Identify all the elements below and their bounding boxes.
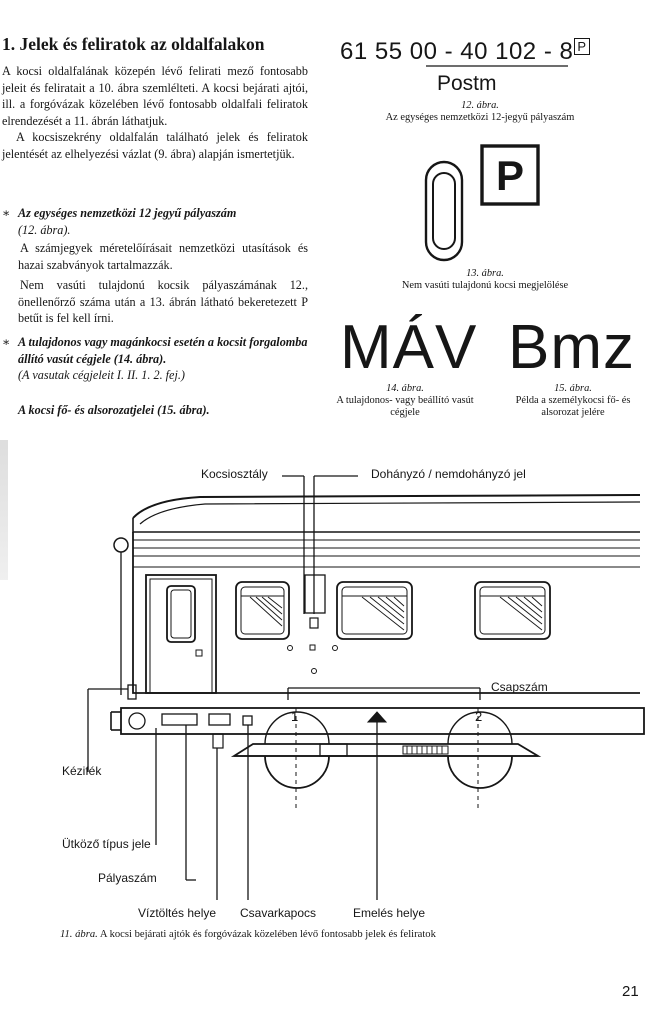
bullet-sub: (12. ábra).: [18, 222, 71, 237]
window: [236, 582, 289, 639]
fig11-caption: [60, 929, 620, 941]
fig15-caption-label: 15. ábra.: [554, 383, 592, 394]
fig12-caption-text: Az egységes nemzetközi 12-jegyű pályaszám: [385, 112, 575, 124]
fig14-caption-label: 14. ábra.: [386, 383, 424, 394]
label-kocsiosztaly: Kocsiosztály: [201, 467, 268, 481]
wheel-left: [265, 756, 329, 788]
label-csapszam: Csapszám: [491, 680, 548, 694]
fig15-caption-text: Példa a személykocsi fő- és alsorozat jelére: [515, 395, 631, 419]
asterisk-icon: ∗: [2, 335, 11, 349]
bogie-number-2: 2: [475, 709, 483, 724]
bogie-number-1: 1: [291, 709, 299, 724]
fig15-series-mark: Bmz: [508, 313, 635, 382]
door: [146, 575, 216, 693]
fig13-caption-label: 13. ábra.: [466, 268, 504, 279]
fig14-caption-text: A tulajdonos- vagy beállító vasút cégjele: [336, 395, 474, 419]
roof-line: [133, 495, 640, 518]
section-heading: 1. Jelek és feliratok az oldalfalakon: [2, 34, 265, 54]
window: [337, 582, 412, 639]
palyaszam-plate: [162, 714, 197, 725]
fig11-caption-label: 11. ábra.: [60, 929, 98, 940]
class-mark-box: [305, 575, 325, 613]
buffer: [129, 713, 145, 729]
label-palyaszam: Pályaszám: [98, 871, 157, 885]
window: [475, 582, 550, 639]
asterisk-icon: ∗: [2, 206, 11, 220]
fig11-caption-text: A kocsi bejárati ajtók és forgóvázak közelében lévő fontosabb jelek és feliratok: [99, 929, 436, 940]
non-railway-paragraph: Nem vasúti tulajdonú kocsik pályaszámának 12., önellenőrző száma után a 13. ábrán látható bekeretezett P betűt is fel kell írni.: [18, 278, 308, 326]
bullet-title: Az egységes nemzetközi 12 jegyű pályaszám: [18, 206, 237, 220]
label-csavarkapocs: Csavarkapocs: [240, 906, 317, 920]
layout-paragraph: A kocsiszekrény oldalfalán található jelek és feliratok jelentését az elhelyezési vázlat (9. ábra) alapján ismertetjük.: [2, 130, 308, 161]
wheel-right: [448, 756, 512, 788]
fig13-caption-text: Nem vasúti tulajdonú kocsi megjelölése: [401, 280, 569, 292]
fig12-series-mark: Postm: [437, 72, 497, 95]
bullet-sub: (A vasutak cégjeleit I. II. 1. 2. fej.): [18, 368, 185, 383]
label-viztoltes: Víztöltés helye: [138, 906, 217, 920]
intro-text: A kocsi oldalfalának közepén lévő felirati mező fontosabb jeleit és feliratait a 10. ábra szemlélteti. A kocsi bejárati ajtói, ill. a forgóvázak közelében lévő fontosabb oldalfali feliratok elrendezését a 11. ábrán láthatjuk.: [2, 64, 308, 128]
bullet-title: A tulajdonos vagy magánkocsi esetén a kocsit forgalomba állító vasút cégjele (14. ábra).: [18, 335, 308, 366]
fig13-p-letter: P: [495, 152, 525, 199]
fig12-p-box: P: [574, 38, 589, 55]
label-utkozo: Ütköző típus jele: [62, 837, 151, 851]
digits-paragraph: A számjegyek méretelőírásait nemzetközi utasítások és hazai szabványok tartalmazzák.: [18, 241, 308, 272]
bogie-frame: [234, 744, 538, 756]
bullet-title: A kocsi fő- és alsorozatjelei (15. ábra).: [18, 403, 210, 417]
label-kezifek: Kézifék: [62, 764, 102, 778]
handbrake-wheel: [114, 538, 128, 552]
label-dohanyzo: Dohányzó / nemdohányzó jel: [371, 467, 526, 481]
fig12-caption-label: 12. ábra.: [461, 100, 499, 111]
fig14-owner-mark: MÁV: [340, 313, 478, 382]
page-number: 21: [622, 983, 639, 1000]
fig12-code-text: 61 55 00 - 40 102 - 8: [340, 38, 574, 65]
label-emeles: Emelés helye: [353, 906, 426, 920]
